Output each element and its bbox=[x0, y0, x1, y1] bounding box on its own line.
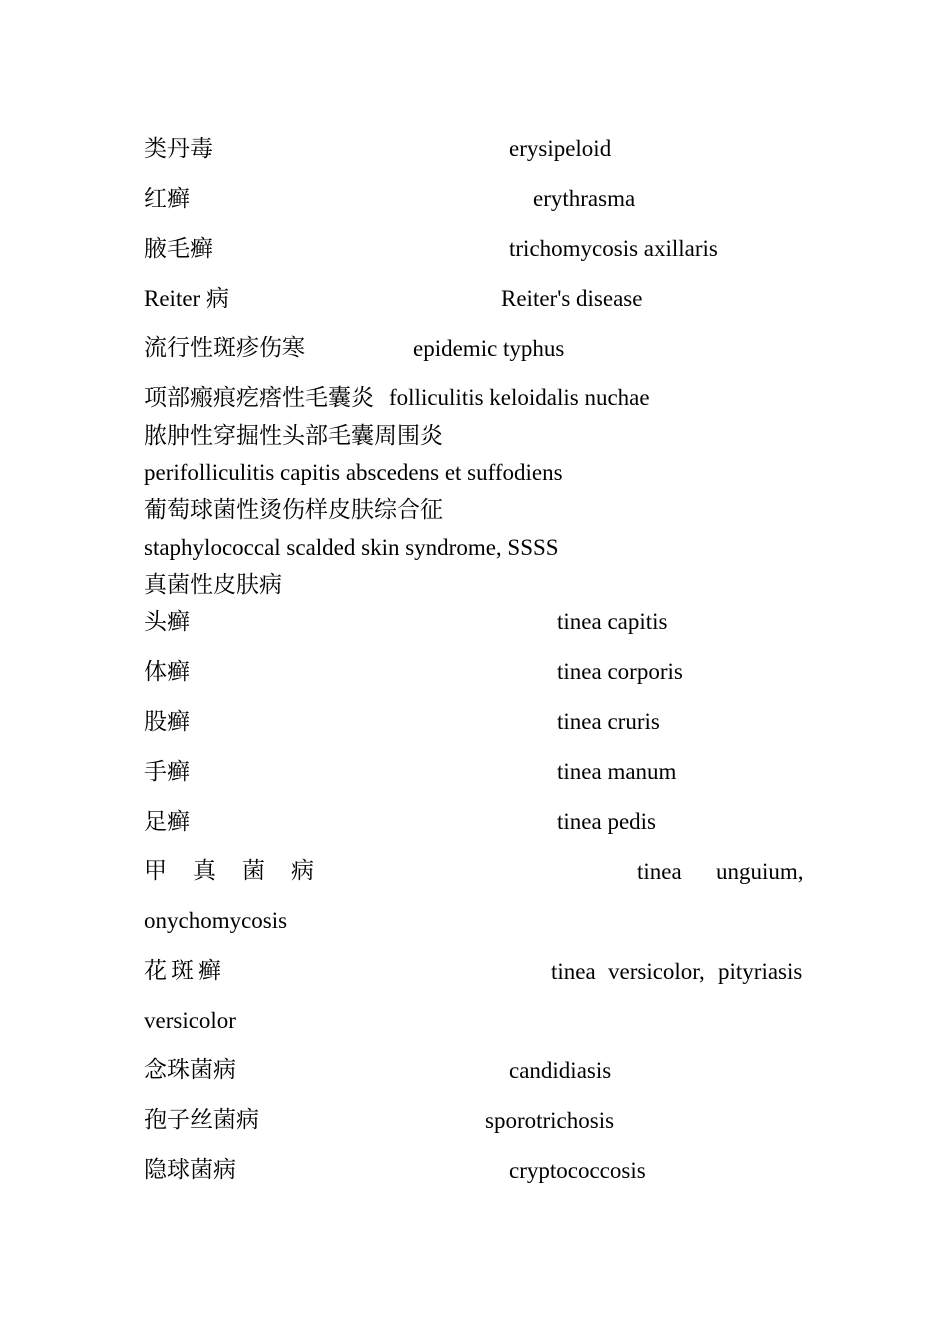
term-zh: 红癣 bbox=[144, 186, 190, 211]
term-zh: 足癣 bbox=[144, 809, 190, 834]
term-zh: Reiter 病 bbox=[144, 286, 229, 311]
term-en-part: pityriasis bbox=[718, 959, 803, 984]
term-zh: 流行性斑疹伤寒 bbox=[144, 335, 305, 360]
term-en: trichomycosis axillaris bbox=[509, 236, 718, 261]
term-zh: 念珠菌病 bbox=[144, 1057, 236, 1082]
term-en-continuation: onychomycosis bbox=[144, 908, 288, 933]
term-en: tinea manum bbox=[557, 759, 677, 784]
term-en: candidiasis bbox=[509, 1058, 612, 1083]
term-en: tinea pedis bbox=[557, 809, 656, 834]
term-zh: 头癣 bbox=[144, 609, 190, 634]
term-en: tinea cruris bbox=[557, 709, 660, 734]
term-en: folliculitis keloidalis nuchae bbox=[389, 385, 650, 410]
term-zh: 类丹毒 bbox=[144, 136, 213, 161]
term-en: erythrasma bbox=[533, 186, 636, 211]
section-heading: 真菌性皮肤病 bbox=[144, 572, 282, 597]
term-en: sporotrichosis bbox=[485, 1108, 615, 1133]
term-zh: 隐球菌病 bbox=[144, 1157, 236, 1182]
term-en: perifolliculitis capitis abscedens et suffodiens bbox=[144, 460, 563, 485]
term-en: Reiter's disease bbox=[501, 286, 643, 311]
term-en-part: tinea bbox=[637, 859, 682, 884]
term-en: epidemic typhus bbox=[413, 336, 565, 361]
term-zh: 体癣 bbox=[144, 659, 190, 684]
term-en: staphylococcal scalded skin syndrome, SSSS bbox=[144, 535, 559, 560]
term-zh: 手癣 bbox=[144, 759, 190, 784]
term-en-part: versicolor, bbox=[608, 959, 705, 984]
term-en: tinea corporis bbox=[557, 659, 683, 684]
term-zh: 甲真菌病 bbox=[144, 858, 340, 883]
term-en-part: tinea bbox=[551, 959, 596, 984]
term-en: tinea capitis bbox=[557, 609, 668, 634]
term-en-part: unguium, bbox=[716, 859, 804, 884]
term-en: erysipeloid bbox=[509, 136, 612, 161]
term-en-continuation: versicolor bbox=[144, 1008, 236, 1033]
term-zh: 股癣 bbox=[144, 709, 190, 734]
term-zh: 孢子丝菌病 bbox=[144, 1107, 259, 1132]
term-zh: 脓肿性穿掘性头部毛囊周围炎 bbox=[144, 423, 443, 448]
term-zh: 项部瘢痕疙瘩性毛囊炎 bbox=[144, 385, 374, 410]
term-zh: 葡萄球菌性烫伤样皮肤综合征 bbox=[144, 497, 443, 522]
term-zh: 花斑癣 bbox=[144, 958, 225, 983]
term-zh: 腋毛癣 bbox=[144, 236, 213, 261]
term-en: cryptococcosis bbox=[509, 1158, 646, 1183]
